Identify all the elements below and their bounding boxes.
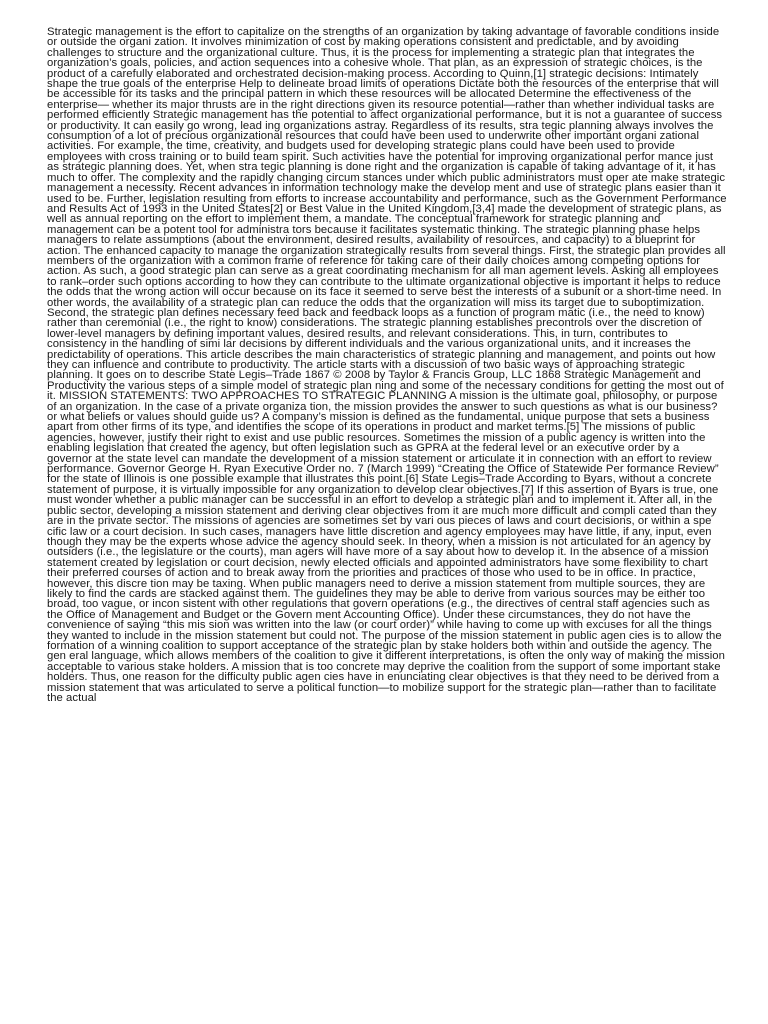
body-text: Strategic management is the effort to capitalize on the strengths of an organization by taking advantage of favorable conditions inside or outside the organi zation. It involves minimization of cost by making operations consistent and predictable, and by avoiding challenges to structure and the organizational culture. Thus, it is the process for implementing a strategic plan that integrates the organization’s goals, policies, and action sequences into a cohesive whole. That plan, as an expression of strategic choices, is the product of a carefully elaborated and orchestrated decision-making process. According to Quinn,[1] strategic decisions: Intimately shape the true goals of the enterprise Help to delineate broad limits of operations Dictate both the resources of the enterprise that will be accessible for its tasks and the principal pattern in which these resources will be allocated Determine the effectiveness of the enterprise— whether its major thrusts are in the right directions given its resource potential—rather than whether individual tasks are performed efficiently Strategic management has the potential to affect organizational performance, but it is not a guarantee of success or productivity. It can easily go wrong, lead ing organizations astray. Regardless of its results, stra tegic planning always involves the consumption of a lot of precious organizational resources that could have been used to underwrite other important organi zational activities. For example, the time, creativity, and budgets used for developing strategic plans could have been used to provide employees with cross training or to build team spirit. Such activities have the potential for improving organizational perfor mance just as strategic planning does. Yet, when stra tegic planning is done right and the organization is capable of taking advantage of it, it has much to offer. The complexity and the rapidly changing circum stances under which public administrators must oper ate make strategic management a necessity. Recent advances in information technology make the develop ment and use of strategic plans easier than it used to be. Further, legislation resulting from efforts to increase accountability and performance, such as the Government Performance and Results Act of 1993 in the United States[2] or Best Value in the United Kingdom,[3,4] made the development of strategic plans, as well as annual reporting on the effort to implement them, a mandate. The conceptual framework for strategic planning and management can be a potent tool for administra tors because it facilitates systematic thinking. The strategic planning phase helps managers to relate assumptions (about the environment, desired results, availability of resources, and capacity) to a blueprint for action. The enhanced capacity to manage the organization strategically results from several things. First, the strategic plan provides all members of the organization with a common frame of reference for taking care of their daily choices among competing options for action. As such, a good strategic plan can serve as a great coordinating mechanism for all man agement levels. Asking all employees to rank–order such options according to how they can contribute to the ultimate organizational objective is important it helps to reduce the odds that the wrong action will occur because on its face it seemed to serve best the interests of a subunit or a short-time need. In other words, the availability of a strategic plan can reduce the odds that the organization will miss its target due to suboptimization. Second, the strategic plan defines necessary feed back and feedback loops as a function of program matic (i.e., the need to know) rather than ceremonial (i.e., the right to know) considerations. The strategic planning establishes precontrols over the discretion of lower-level managers by defining important values, desired results, and relevant considerations. This, in turn, contributes to consistency in the handling of simi lar decisions by different individuals and the various organizational units, and it increases the predictability of operations. This article describes the main characteristics of strategic planning and management, and points out how they can influence and contribute to productivity. The article starts with a discussion of two basic ways of approaching strategic planning. It goes on to describe State Legis–Trade 1867 © 2008 by Taylor & Francis Group, LLC 1868 Strategic Management and Productivity the various steps of a simple model of strategic plan ning and some of the necessary conditions for getting the most out of it. MISSION STATEMENTS: TWO APPROACHES TO STRATEGIC PLANNING A mission is the ultimate goal, philosophy, or purpose of an organization. In the case of a private organiza tion, the mission provides the answer to such questions as what is our business? or what beliefs or values should guide us? A company’s mission is defined as the fundamental, unique purpose that sets a business apart from other firms of its type, and identifies the scope of its operations in product and market terms.[5] The missions of public agencies, however, justify their right to exist and use public resources. Sometimes the mission of a public agency is written into the enabling legislation that created the agency, but often legislation such as GPRA at the federal level or an executive order by a governor at the state level can mandate the development of a mission statement or articulate it in connection with an effort to review performance. Governor George H. Ryan Executive Order no. 7 (March 1999) “Creating the Office of Statewide Per formance Review” for the state of Illinois is one possible example that illustrates this point.[6] State Legis–Trade According to Byars, without a concrete statement of purpose, it is virtually impossible for any organization to develop clear objectives.[7] If this assertion of Byars is true, one must wonder whether a public manager can be successful in an effort to develop a strategic plan and to implement it. After all, in the public sector, developing a mission statement and deriving clear objectives from it are much more difficult and compli cated than they are in the private sector. The missions of agencies are sometimes set by vari ous pieces of laws and court decisions, or within a spe cific law or a court decision. In such cases, managers have little discretion and agency employees may have little, if any, input, even though they may be the experts whose advice the agency should seek. In theory, when a mission is not articulated for an agency by outsiders (i.e., the legislature or the courts), man agers will have more of a say about how to develop it. In the absence of a mission statement created by legislation or court decision, newly elected officials and appointed administrators have some flexibility to chart their preferred courses of action and to break away from the priorities and practices of those who used to be in office. In practice, however, this discre tion may be taxing. When public managers need to derive a mission statement from multiple sources, they are likely to find the cards are stacked against them. The guidelines they may be able to derive from various sources may be either too broad, too vague, or incon sistent with other regulations that govern operations (e.g., the directives of central staff agencies such as the Office of Management and Budget or the Govern ment Accounting Office). Under these circumstances, they do not have the convenience of saying “this mis sion was written into the law (or court order)” while having to come up with excuses for all the things they wanted to include in the mission statement but could not. The purpose of the mission statement in public agen cies is to allow the formation of a winning coalition to support acceptance of the strategic plan by stake holders both within and outside the agency. The gen eral language, which allows members of the coalition to give it different interpretations, is often the only way of making the mission acceptable to various stake holders. A mission that is too concrete may deprive the coalition from the support of some important stake holders. Thus, one reason for the difficulty public agen cies have in enunciating clear objectives is that they need to be derived from a mission statement that was articulated to serve a political function—to mobilize support for the strategic plan—rather than to facilitate the actual [47,26,727,704]
